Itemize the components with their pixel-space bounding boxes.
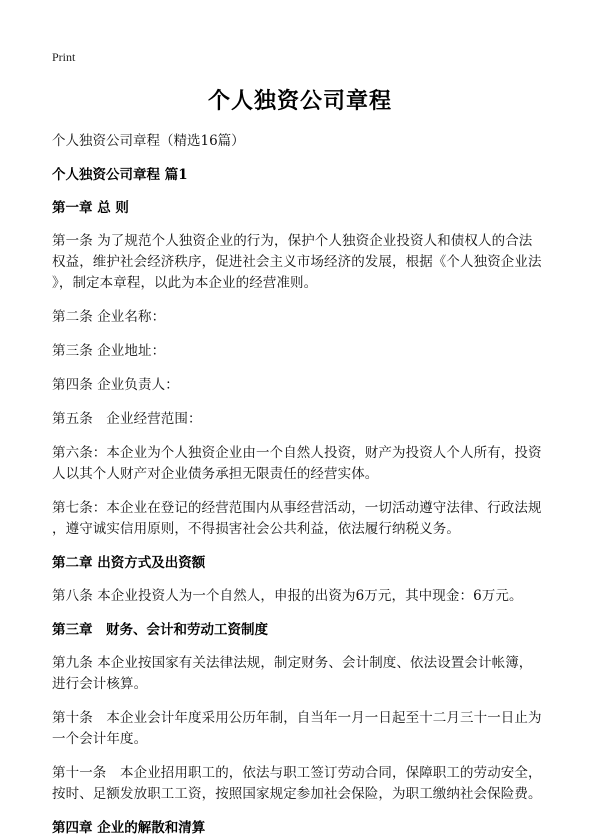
part-heading: 个人独资公司章程 篇1 bbox=[52, 167, 188, 183]
article-6 bbox=[52, 443, 548, 485]
document-subtitle: 个人独资公司章程（精选16篇） bbox=[52, 133, 245, 149]
article-1-line-2: 权益，维护社会经济秩序，促进社会主义市场经济的发展，根据《个人独资企业法 bbox=[52, 254, 542, 270]
chapter-2-heading: 第二章 出资方式及出资额 bbox=[52, 555, 206, 571]
article-10-line-1: 第十条 本企业会计年度采用公历年制，自当年一月一日起至十二月三十一日止为 bbox=[52, 710, 542, 726]
article-1-line-1: 第一条 为了规范个人独资企业的行为，保护个人独资企业投资人和债权人的合法 bbox=[52, 233, 533, 249]
article-4: 第四条 企业负责人： bbox=[52, 377, 179, 393]
article-9-line-1: 第九条 本企业按国家有关法律法规，制定财务、会计制度、依法设置会计帐簿， bbox=[52, 655, 533, 671]
chapter-3-heading: 第三章 财务、会计和劳动工资制度 bbox=[52, 622, 268, 638]
article-3: 第三条 企业地址： bbox=[52, 343, 166, 359]
article-2: 第二条 企业名称： bbox=[52, 309, 166, 325]
article-7-line-2: ，遵守诚实信用原则，不得损害社会公共利益，依法履行纳税义务。 bbox=[52, 521, 460, 537]
article-7 bbox=[52, 498, 548, 540]
chapter-4-heading: 第四章 企业的解散和清算 bbox=[52, 820, 206, 836]
article-7-line-1: 第七条：本企业在登记的经营范围内从事经营活动，一切活动遵守法律、行政法规 bbox=[52, 500, 542, 516]
article-1-line-3: 》，制定本章程，以此为本企业的经营准则。 bbox=[52, 275, 318, 291]
article-6-line-1: 第六条：本企业为个人独资企业由一个自然人投资，财产为投资人个人所有，投资 bbox=[52, 445, 542, 461]
article-8: 第八条 本企业投资人为一个自然人，申报的出资为6万元，其中现金：6万元。 bbox=[52, 588, 523, 604]
article-5: 第五条 企业经营范围： bbox=[52, 411, 202, 427]
article-11-line-2: 按时、足额发放职工工资，按照国家规定参加社会保险，为职工缴纳社会保险费。 bbox=[52, 786, 542, 802]
chapter-1-heading: 第一章 总 则 bbox=[52, 200, 129, 216]
article-6-line-2: 人以其个人财产对企业债务承担无限责任的经营实体。 bbox=[52, 466, 379, 482]
article-10-line-2: 一个会计年度。 bbox=[52, 731, 148, 747]
article-11-line-1: 第十一条 本企业招用职工的，依法与职工签订劳动合同，保障职工的劳动安全， bbox=[52, 765, 542, 781]
article-9-line-2: 进行会计核算。 bbox=[52, 676, 148, 692]
article-10 bbox=[52, 708, 548, 750]
article-11 bbox=[52, 763, 548, 805]
article-1 bbox=[52, 231, 548, 294]
document-title: 个人独资公司章程 bbox=[207, 88, 392, 114]
article-9 bbox=[52, 653, 548, 695]
print-link[interactable]: Print bbox=[52, 50, 76, 64]
